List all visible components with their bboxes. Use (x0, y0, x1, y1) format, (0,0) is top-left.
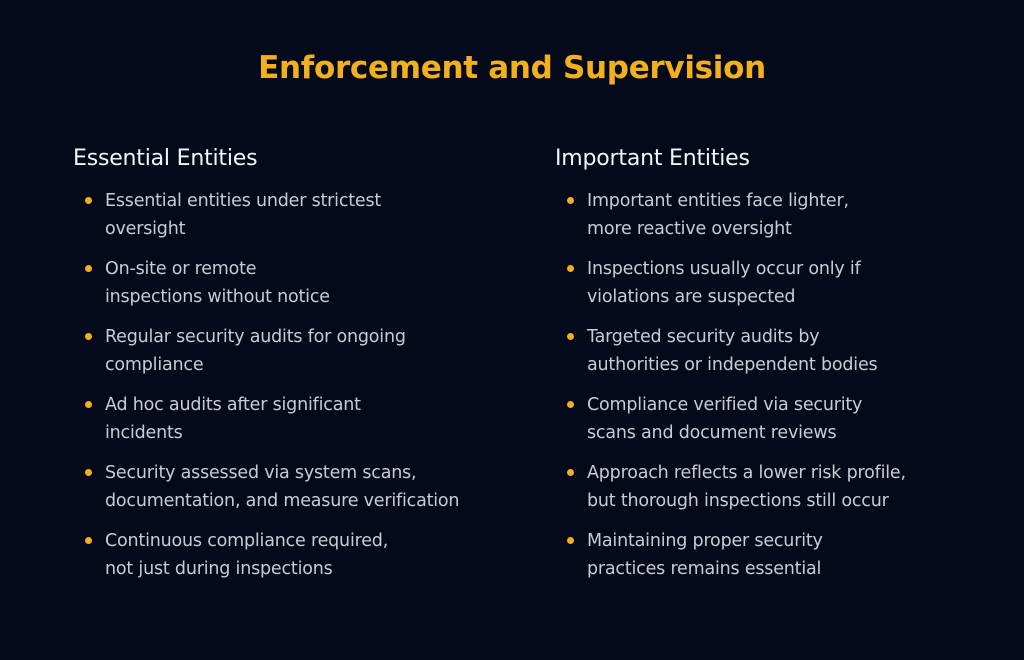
bullet-dot-icon (85, 537, 92, 544)
list-item-text: authorities or independent bodies (587, 355, 878, 375)
list-item (73, 187, 513, 243)
list-item-text: documentation, and measure verification (105, 491, 460, 511)
column-heading-important: Important Entities (555, 146, 750, 171)
bullet-dot-icon (85, 469, 92, 476)
list-item-text: compliance (105, 355, 204, 375)
list-item-text: Ad hoc audits after significant (105, 395, 361, 415)
important-bullet-list (555, 187, 995, 583)
essential-bullet-list (73, 187, 513, 583)
bullet-dot-icon (85, 265, 92, 272)
bullet-dot-icon (567, 469, 574, 476)
list-item (73, 459, 513, 515)
important-entities-column (555, 146, 995, 595)
list-item-text: Continuous compliance required, (105, 531, 389, 551)
bullet-dot-icon (85, 333, 92, 340)
list-item-text: Important entities face lighter, (587, 191, 849, 211)
page-title: Enforcement and Supervision (258, 50, 766, 86)
list-item-text: Security assessed via system scans, (105, 463, 417, 483)
bullet-dot-icon (567, 537, 574, 544)
list-item (73, 527, 513, 583)
bullet-dot-icon (567, 401, 574, 408)
bullet-dot-icon (85, 401, 92, 408)
list-item-text: On-site or remote (105, 259, 257, 279)
list-item (73, 323, 513, 379)
bullet-dot-icon (567, 197, 574, 204)
bullet-dot-icon (85, 197, 92, 204)
list-item (73, 391, 513, 447)
essential-entities-column (73, 146, 513, 595)
list-item-text: Targeted security audits by (587, 327, 820, 347)
list-item (555, 323, 995, 379)
list-item (73, 255, 513, 311)
list-item-text: Inspections usually occur only if (587, 259, 861, 279)
list-item (555, 255, 995, 311)
list-item-text: inspections without notice (105, 287, 330, 307)
bullet-dot-icon (567, 265, 574, 272)
list-item-text: practices remains essential (587, 559, 822, 579)
list-item-text: incidents (105, 423, 183, 443)
list-item-text: violations are suspected (587, 287, 796, 307)
list-item (555, 187, 995, 243)
bullet-dot-icon (567, 333, 574, 340)
list-item-text: but thorough inspections still occur (587, 491, 889, 511)
list-item (555, 391, 995, 447)
list-item (555, 459, 995, 515)
list-item-text: Approach reflects a lower risk profile, (587, 463, 906, 483)
list-item-text: scans and document reviews (587, 423, 837, 443)
list-item-text: not just during inspections (105, 559, 333, 579)
list-item-text: Maintaining proper security (587, 531, 823, 551)
list-item-text: Essential entities under strictest (105, 191, 382, 211)
list-item-text: Compliance verified via security (587, 395, 863, 415)
list-item (555, 527, 995, 583)
list-item-text: oversight (105, 219, 186, 239)
list-item-text: more reactive oversight (587, 219, 792, 239)
column-heading-essential: Essential Entities (73, 146, 258, 171)
list-item-text: Regular security audits for ongoing (105, 327, 406, 347)
